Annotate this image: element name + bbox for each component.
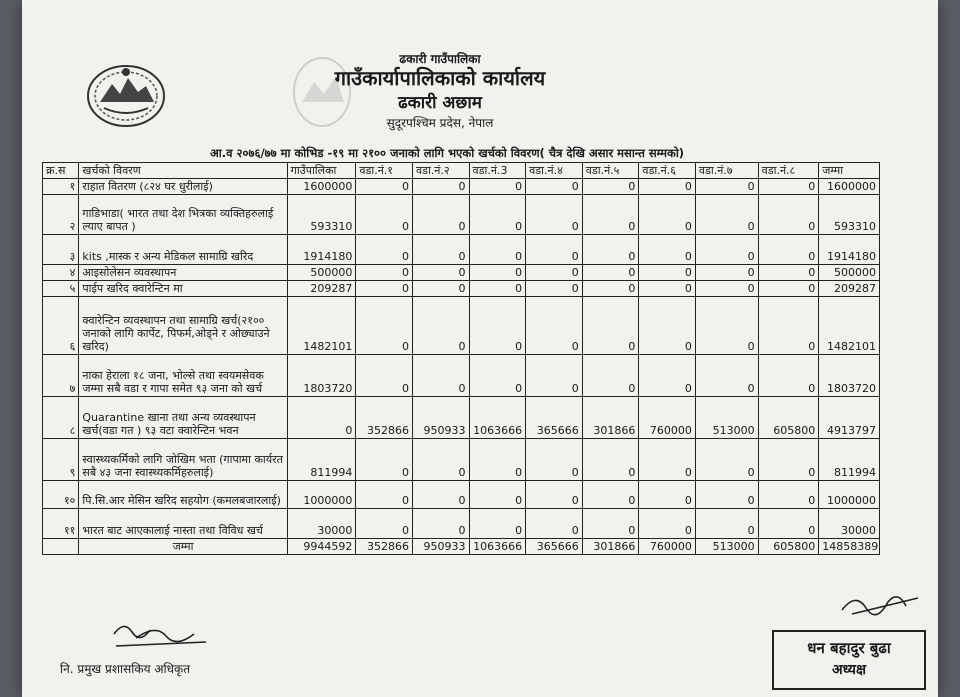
serial-cell: ३ [43, 235, 79, 265]
amount-cell: 0 [695, 509, 758, 539]
total-amount-cell: 365666 [526, 539, 583, 555]
amount-cell: 4913797 [819, 397, 880, 439]
amount-cell: 1482101 [819, 297, 880, 355]
description-cell: पि.सि.आर मेसिन खरिद सहयोग (कमलबजारलाई) [79, 481, 287, 509]
amount-cell: 301866 [582, 397, 639, 439]
amount-cell: 0 [639, 281, 696, 297]
table-row [43, 509, 880, 539]
amount-cell: 1803720 [287, 355, 356, 397]
amount-cell: 0 [639, 439, 696, 481]
amount-cell: 0 [469, 195, 526, 235]
handwritten-signature-left [106, 614, 226, 656]
amount-cell: 30000 [819, 509, 880, 539]
amount-cell: 0 [582, 235, 639, 265]
col-header: जम्मा [819, 163, 880, 179]
amount-cell: 365666 [526, 397, 583, 439]
amount-cell: 209287 [819, 281, 880, 297]
table-body [43, 179, 880, 555]
table-row [43, 281, 880, 297]
table-row [43, 297, 880, 355]
col-header: वडा.नं.५ [582, 163, 639, 179]
amount-cell: 0 [412, 235, 469, 265]
amount-cell: 0 [758, 195, 819, 235]
serial-cell: ११ [43, 509, 79, 539]
amount-cell: 0 [469, 265, 526, 281]
table-row [43, 439, 880, 481]
amount-cell: 0 [639, 355, 696, 397]
table-caption: आ.व २०७६/७७ मा कोभिड -१९ मा २१०० जनाको लागि भएको खर्चको विवरण( चैत्र देखि असार मसान्त सम्मको) [210, 146, 685, 160]
amount-cell: 500000 [819, 265, 880, 281]
col-header: वडा.नं.६ [639, 163, 696, 179]
amount-cell: 0 [356, 265, 413, 281]
amount-cell: 0 [469, 235, 526, 265]
serial-cell: २ [43, 195, 79, 235]
amount-cell: 0 [412, 179, 469, 195]
amount-cell: 0 [356, 281, 413, 297]
serial-cell: ४ [43, 265, 79, 281]
total-label: जम्मा [79, 539, 287, 555]
amount-cell: 30000 [287, 509, 356, 539]
amount-cell: 0 [526, 265, 583, 281]
amount-cell: 0 [582, 439, 639, 481]
amount-cell: 0 [639, 195, 696, 235]
table-row [43, 397, 880, 439]
col-header: वडा.नं.२ [412, 163, 469, 179]
amount-cell: 0 [287, 397, 356, 439]
amount-cell: 0 [582, 195, 639, 235]
description-cell: भारत बाट आएकालाई नास्ता तथा विविध खर्च [79, 509, 287, 539]
chairperson-stamp-box [772, 630, 926, 690]
col-header: वडा.नं.४ [526, 163, 583, 179]
amount-cell: 0 [412, 509, 469, 539]
amount-cell: 0 [526, 481, 583, 509]
amount-cell: 0 [758, 439, 819, 481]
amount-cell: 0 [695, 195, 758, 235]
description-cell: नाका हेराला १८ जना, भोल्से तथा स्वयमसेवक जम्मा सबै वडा र गापा समेत ९३ जना को खर्च [79, 355, 287, 397]
amount-cell: 0 [639, 265, 696, 281]
document-page [22, 0, 938, 697]
amount-cell: 0 [695, 235, 758, 265]
amount-cell: 1914180 [287, 235, 356, 265]
amount-cell: 0 [758, 179, 819, 195]
table-row [43, 481, 880, 509]
amount-cell: 0 [695, 297, 758, 355]
amount-cell: 0 [526, 355, 583, 397]
amount-cell: 0 [695, 179, 758, 195]
amount-cell: 950933 [412, 397, 469, 439]
amount-cell: 0 [639, 179, 696, 195]
amount-cell: 0 [582, 265, 639, 281]
amount-cell: 0 [356, 481, 413, 509]
serial-cell: ६ [43, 297, 79, 355]
amount-cell: 0 [412, 439, 469, 481]
amount-cell: 1063666 [469, 397, 526, 439]
place-name: ढकारी अछाम [398, 93, 482, 113]
amount-cell: 0 [582, 297, 639, 355]
col-header: वडा.नं.१ [356, 163, 413, 179]
amount-cell: 1600000 [287, 179, 356, 195]
description-cell: राहात वितरण (८२४ घर धुरीलाई) [79, 179, 287, 195]
amount-cell: 0 [469, 281, 526, 297]
serial-cell: ७ [43, 355, 79, 397]
amount-cell: 0 [469, 179, 526, 195]
col-header: वडा.नं.७ [695, 163, 758, 179]
total-amount-cell: 352866 [356, 539, 413, 555]
expense-table [42, 162, 880, 555]
amount-cell: 0 [526, 195, 583, 235]
amount-cell: 0 [758, 481, 819, 509]
table-row [43, 265, 880, 281]
serial-cell: १ [43, 179, 79, 195]
description-cell: kits ,मास्क र अन्य मेडिकल सामाग्रि खरिद [79, 235, 287, 265]
amount-cell: 760000 [639, 397, 696, 439]
total-amount-cell: 513000 [695, 539, 758, 555]
amount-cell: 0 [758, 281, 819, 297]
table-header-row [43, 163, 880, 179]
amount-cell: 0 [412, 265, 469, 281]
total-serial-cell [43, 539, 79, 555]
total-amount-cell: 14858389 [819, 539, 880, 555]
amount-cell: 0 [582, 481, 639, 509]
amount-cell: 0 [526, 179, 583, 195]
amount-cell: 0 [356, 439, 413, 481]
col-header: क्र.स [43, 163, 79, 179]
amount-cell: 593310 [287, 195, 356, 235]
amount-cell: 0 [412, 355, 469, 397]
table-row [43, 179, 880, 195]
total-amount-cell: 605800 [758, 539, 819, 555]
amount-cell: 0 [582, 179, 639, 195]
amount-cell: 0 [695, 355, 758, 397]
amount-cell: 0 [639, 481, 696, 509]
amount-cell: 0 [758, 297, 819, 355]
amount-cell: 0 [356, 297, 413, 355]
amount-cell: 0 [356, 355, 413, 397]
amount-cell: 209287 [287, 281, 356, 297]
municipality-name: ढकारी गाउँपालिका [399, 52, 481, 66]
amount-cell: 0 [526, 281, 583, 297]
amount-cell: 352866 [356, 397, 413, 439]
description-cell: पाईप खरिद क्वारेन्टिन मा [79, 281, 287, 297]
table-row [43, 355, 880, 397]
description-cell: Quarantine खाना तथा अन्य व्यवस्थापन खर्च(वडा गत ) ९३ वटा क्वारेन्टिन भवन [79, 397, 287, 439]
col-header: वडा.नं.८ [758, 163, 819, 179]
serial-cell: ५ [43, 281, 79, 297]
amount-cell: 0 [639, 509, 696, 539]
total-amount-cell: 1063666 [469, 539, 526, 555]
amount-cell: 0 [526, 235, 583, 265]
serial-cell: ८ [43, 397, 79, 439]
amount-cell: 1482101 [287, 297, 356, 355]
signatory-title-left: नि. प्रमुख प्रशासकिय अधिकृत [60, 662, 191, 676]
amount-cell: 0 [469, 297, 526, 355]
amount-cell: 0 [356, 509, 413, 539]
amount-cell: 0 [582, 509, 639, 539]
handwritten-signature-right [836, 584, 926, 620]
total-amount-cell: 301866 [582, 539, 639, 555]
amount-cell: 811994 [287, 439, 356, 481]
amount-cell: 605800 [758, 397, 819, 439]
table-row [43, 195, 880, 235]
amount-cell: 0 [695, 265, 758, 281]
amount-cell: 0 [582, 355, 639, 397]
description-cell: गाडिभाडा( भारत तथा देश भित्रका व्यक्तिहरुलाई ल्याए बापत ) [79, 195, 287, 235]
amount-cell: 513000 [695, 397, 758, 439]
amount-cell: 0 [526, 297, 583, 355]
col-header: खर्चको विवरण [79, 163, 287, 179]
amount-cell: 0 [469, 509, 526, 539]
amount-cell: 0 [758, 509, 819, 539]
amount-cell: 0 [469, 355, 526, 397]
table-row [43, 235, 880, 265]
amount-cell: 0 [412, 297, 469, 355]
total-amount-cell: 760000 [639, 539, 696, 555]
amount-cell: 0 [469, 439, 526, 481]
amount-cell: 0 [356, 235, 413, 265]
amount-cell: 500000 [287, 265, 356, 281]
amount-cell: 0 [412, 281, 469, 297]
amount-cell: 0 [582, 281, 639, 297]
amount-cell: 593310 [819, 195, 880, 235]
amount-cell: 1600000 [819, 179, 880, 195]
amount-cell: 1000000 [287, 481, 356, 509]
total-amount-cell: 9944592 [287, 539, 356, 555]
serial-cell: १० [43, 481, 79, 509]
office-title: गाउँकार्यापालिकाको कार्यालय [334, 66, 546, 90]
amount-cell: 0 [412, 481, 469, 509]
description-cell: क्वारेन्टिन व्यवस्थापन तथा सामाग्रि खर्च(२१०० जनाको लागि कार्पेट, पिफर्म,ओड्ने र ओछ्याउने खरिद) [79, 297, 287, 355]
amount-cell: 1803720 [819, 355, 880, 397]
amount-cell: 0 [526, 509, 583, 539]
amount-cell: 0 [412, 195, 469, 235]
amount-cell: 0 [356, 195, 413, 235]
amount-cell: 0 [695, 281, 758, 297]
amount-cell: 1000000 [819, 481, 880, 509]
amount-cell: 0 [639, 297, 696, 355]
description-cell: स्वास्थ्यकर्मिको लागि जोखिम भता (गापामा कार्यरत सबै ४३ जना स्वास्थ्यकर्मिहरुलाई) [79, 439, 287, 481]
amount-cell: 0 [758, 235, 819, 265]
chairperson-role: अध्यक्ष [831, 662, 867, 678]
col-header: गाउँपालिका [287, 163, 356, 179]
province-address: सुदूरपश्चिम प्रदेस, नेपाल [386, 116, 494, 130]
amount-cell: 0 [758, 265, 819, 281]
amount-cell: 0 [695, 439, 758, 481]
amount-cell: 0 [695, 481, 758, 509]
description-cell: आइसोलेसन व्यवस्थापन [79, 265, 287, 281]
amount-cell: 0 [639, 235, 696, 265]
total-row [43, 539, 880, 555]
amount-cell: 0 [526, 439, 583, 481]
col-header: वडा.नं.3 [469, 163, 526, 179]
serial-cell: ९ [43, 439, 79, 481]
amount-cell: 0 [758, 355, 819, 397]
total-amount-cell: 950933 [412, 539, 469, 555]
amount-cell: 0 [356, 179, 413, 195]
amount-cell: 0 [469, 481, 526, 509]
amount-cell: 1914180 [819, 235, 880, 265]
chairperson-name: धन बहादुर बुढा [807, 639, 891, 657]
amount-cell: 811994 [819, 439, 880, 481]
